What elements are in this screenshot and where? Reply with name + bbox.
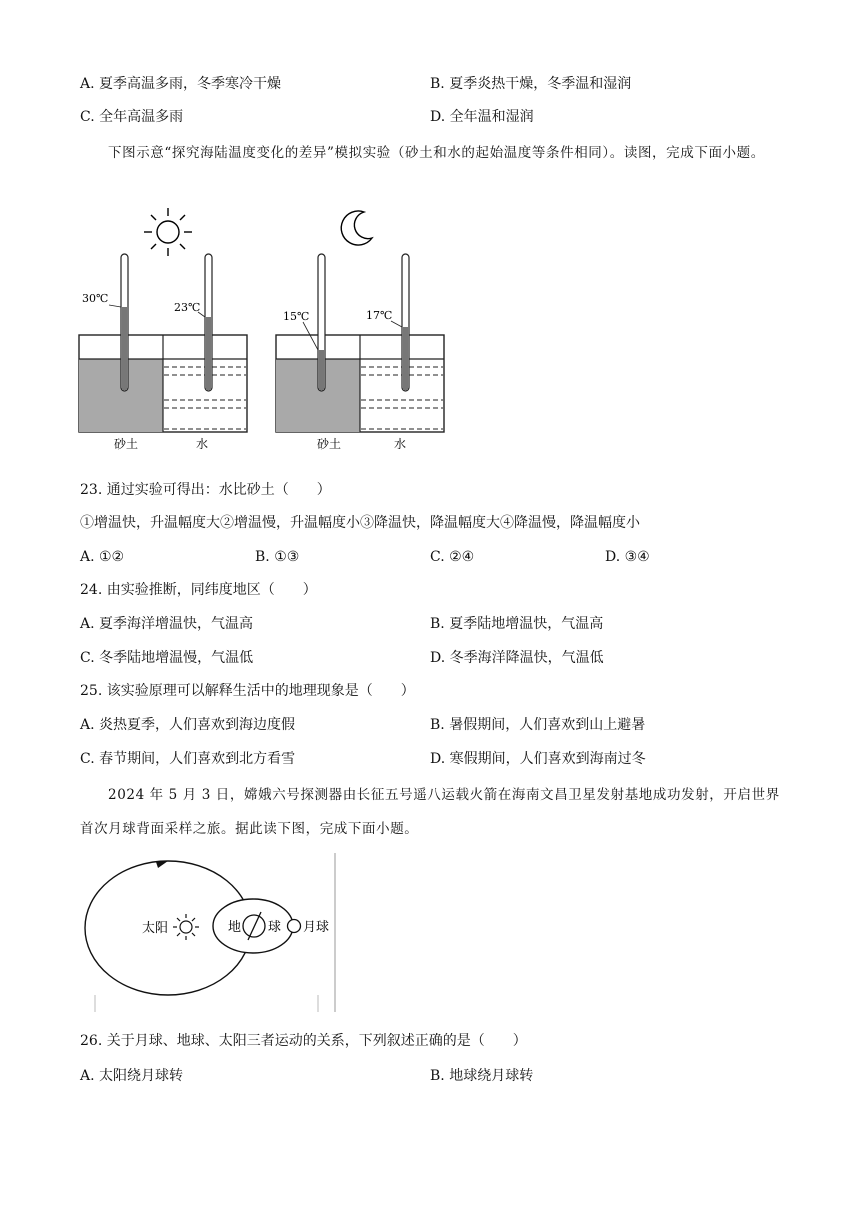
sun-icon <box>144 208 192 256</box>
label-night-sand: 砂土 <box>317 437 342 451</box>
label-day-sand: 砂土 <box>114 437 139 451</box>
thermometer-day-sand <box>121 254 128 391</box>
temp-day-sand: 30℃ <box>82 292 109 305</box>
earth-label-1: 地 <box>228 920 242 935</box>
moon-icon <box>288 920 301 933</box>
temp-night-water: 17℃ <box>366 309 393 322</box>
q23-stem: 23. 通过实验可得出：水比砂土（ ） <box>80 482 331 498</box>
q24-option-a: A. 夏季海洋增温快，气温高 <box>80 616 254 632</box>
orbit-diagram <box>78 850 348 1015</box>
intro-experiment: 下图示意“探究海陆温度变化的差异”模拟实验（砂土和水的起始温度等条件相同）。读图，完成下面小题。 <box>108 145 765 161</box>
experiment-figure <box>76 204 456 456</box>
sun-label: 太阳 <box>142 921 169 936</box>
day-container <box>79 335 247 432</box>
orbit-figure <box>78 850 348 1015</box>
q26-option-a: A. 太阳绕月球转 <box>80 1068 184 1084</box>
intro-change6: 2024 年 5 月 3 日，嫦娥六号探测器由长征五号遥八运载火箭在海南文昌卫星发射基地成功发射，开启世界首次月球背面采样之旅。据此读下图，完成下面小题。 <box>80 787 780 837</box>
q22-option-a: A. 夏季高温多雨，冬季寒冷干燥 <box>80 76 282 92</box>
q24-option-d: D. 冬季海洋降温快，气温低 <box>430 650 604 666</box>
q26-option-b: B. 地球绕月球转 <box>430 1068 534 1084</box>
q24-option-b: B. 夏季陆地增温快，气温高 <box>430 616 604 632</box>
q22-option-b: B. 夏季炎热干燥，冬季温和湿润 <box>430 76 632 92</box>
q24-stem: 24. 由实验推断，同纬度地区（ ） <box>80 582 317 598</box>
q26-stem: 26. 关于月球、地球、太阳三者运动的关系，下列叙述正确的是（ ） <box>80 1033 527 1049</box>
sun-icon <box>173 914 199 940</box>
thermometer-night-sand <box>318 254 325 391</box>
temp-night-sand: 15℃ <box>283 310 310 323</box>
temp-day-water: 23℃ <box>174 301 201 314</box>
experiment-diagram <box>76 204 456 456</box>
moon-icon <box>341 211 372 245</box>
label-night-water: 水 <box>394 437 407 451</box>
thermometer-day-water <box>205 254 212 391</box>
q23-option-a: A. ①② <box>80 549 125 565</box>
q24-option-c: C. 冬季陆地增温慢，气温低 <box>80 650 254 666</box>
label-day-water: 水 <box>196 437 209 451</box>
q25-option-c: C. 春节期间，人们喜欢到北方看雪 <box>80 751 296 767</box>
q22-option-c: C. 全年高温多雨 <box>80 109 184 125</box>
q23-statements: ①增温快，升温幅度大②增温慢，升温幅度小③降温快，降温幅度大④降温慢，降温幅度小 <box>80 515 640 531</box>
orbit-arrow-icon <box>156 861 168 868</box>
q25-option-d: D. 寒假期间，人们喜欢到海南过冬 <box>430 751 646 767</box>
q25-option-b: B. 暑假期间，人们喜欢到山上避暑 <box>430 717 646 733</box>
earth-label-2: 球 <box>268 920 282 935</box>
q23-option-b: B. ①③ <box>255 549 300 565</box>
q25-stem: 25. 该实验原理可以解释生活中的地理现象是（ ） <box>80 683 415 699</box>
q23-option-c: C. ②④ <box>430 549 475 565</box>
q22-option-d: D. 全年温和湿润 <box>430 109 534 125</box>
thermometer-night-water <box>402 254 409 391</box>
q25-option-a: A. 炎热夏季，人们喜欢到海边度假 <box>80 717 296 733</box>
moon-label: 月球 <box>303 920 330 935</box>
q23-option-d: D. ③④ <box>605 549 650 565</box>
night-container <box>276 335 444 432</box>
